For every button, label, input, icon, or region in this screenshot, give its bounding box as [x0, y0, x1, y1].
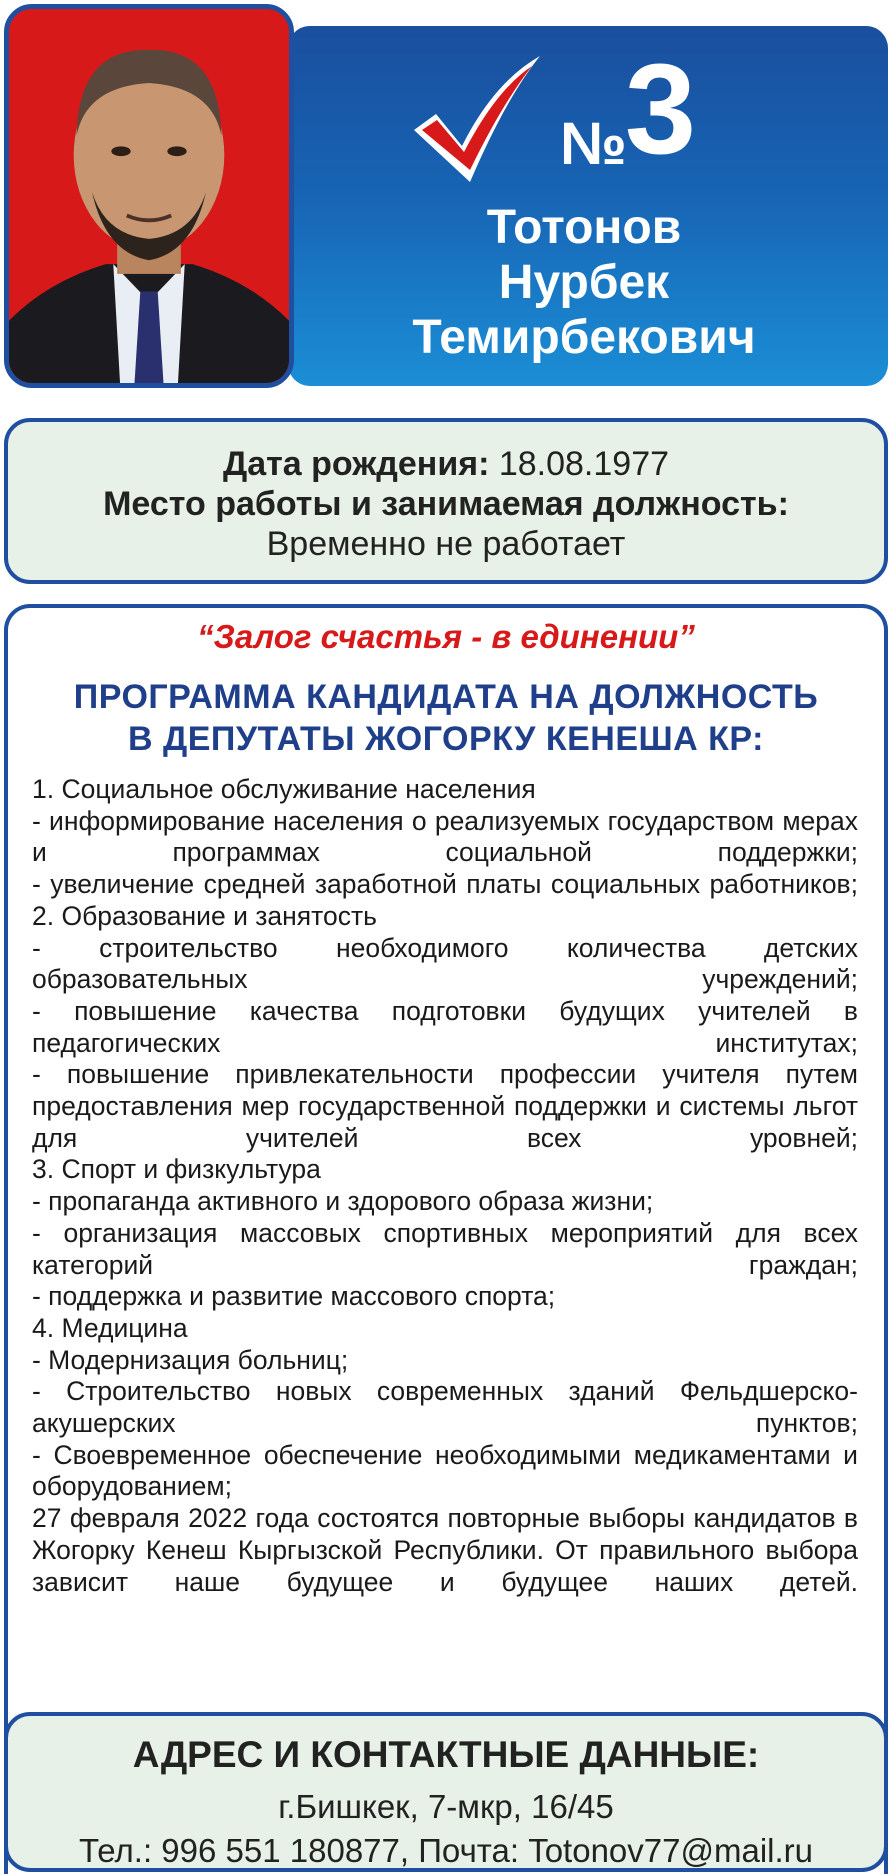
ballot-number [560, 38, 697, 181]
program-item: - повышение качества подготовки будущих учителей в педагогических институтах; [32, 995, 858, 1058]
candidate-photo [4, 4, 294, 388]
program-text [32, 774, 858, 1598]
program-closing-paragraph: 27 февраля 2022 года состоятся повторные выборы кандидатов в Жогорку Кенеш Кыргызской Республики. От правильного выбора зависит наше будущее и будущее наших детей. [32, 1503, 858, 1597]
program-title [0, 676, 892, 760]
contacts-title: АДРЕС И КОНТАКТНЫЕ ДАННЫЕ: [132, 1734, 760, 1775]
candidate-patronymic: Темирбекович [412, 311, 756, 364]
slogan: “Залог счастья - в единении” [197, 618, 695, 655]
contacts-address: г.Бишкек, 7-мкр, 16/45 [278, 1788, 614, 1825]
program-item: - строительство необходимого количества детских образовательных учреждений; [32, 932, 858, 995]
contacts-phone-email: Тел.: 996 551 180877, Почта: Totonov77@mail.ru [78, 1832, 813, 1869]
program-item: - поддержка и развитие массового спорта; [32, 1281, 556, 1312]
work-label-text: Место работы и занимаемая должность: [103, 485, 789, 523]
program-item: - повышение привлекательности профессии учителя путем предоставления мер государственной поддержки и системы льгот для учителей всех уровней; [32, 1059, 858, 1153]
candidate-first-name: Нурбек [498, 256, 670, 309]
ballot-number-prefix: № [560, 110, 625, 177]
program-section-heading: 1. Социальное обслуживание населения [32, 774, 536, 804]
program-item: - Своевременное обеспечение необходимыми медикаментами и оборудованием; [32, 1439, 858, 1502]
contacts-box [4, 1712, 888, 1872]
checkmark-icon [410, 52, 546, 186]
birth-date-label: Дата рождения: [222, 445, 490, 483]
program-item: - увеличение средней заработной платы социальных работников; [32, 869, 858, 900]
ballot-number-value: 3 [624, 38, 697, 181]
program-section-heading: 3. Спорт и физкультура [32, 1154, 321, 1185]
work-label [8, 484, 884, 524]
program-item: - организация массовых спортивных мероприятий для всех категорий граждан; [32, 1217, 858, 1280]
birth-date-row [8, 444, 884, 484]
program-section-heading: 2. Образование и занятость [32, 900, 377, 931]
program-item: - пропаганда активного и здорового образа жизни; [32, 1186, 654, 1217]
candidate-surname: Тотонов [486, 201, 682, 254]
program-title-line-1: ПРОГРАММА КАНДИДАТА НА ДОЛЖНОСТЬ [73, 678, 819, 716]
candidate-info-box [4, 418, 888, 584]
program-section-heading: 4. Медицина [32, 1312, 188, 1343]
program-title-line-2: В ДЕПУТАТЫ ЖОГОРКУ КЕНЕША КР: [128, 720, 764, 758]
program-item: - Строительство новых современных зданий Фельдшерско-акушерских пунктов; [32, 1376, 858, 1439]
work-value: Временно не работает [266, 525, 626, 563]
program-item: - Модернизация больниц; [32, 1344, 349, 1375]
candidate-name [300, 200, 868, 365]
program-item: - информирование населения о реализуемых государством мерах и программах социальной поддержки; [32, 805, 858, 868]
birth-date-value: 18.08.1977 [498, 445, 670, 483]
